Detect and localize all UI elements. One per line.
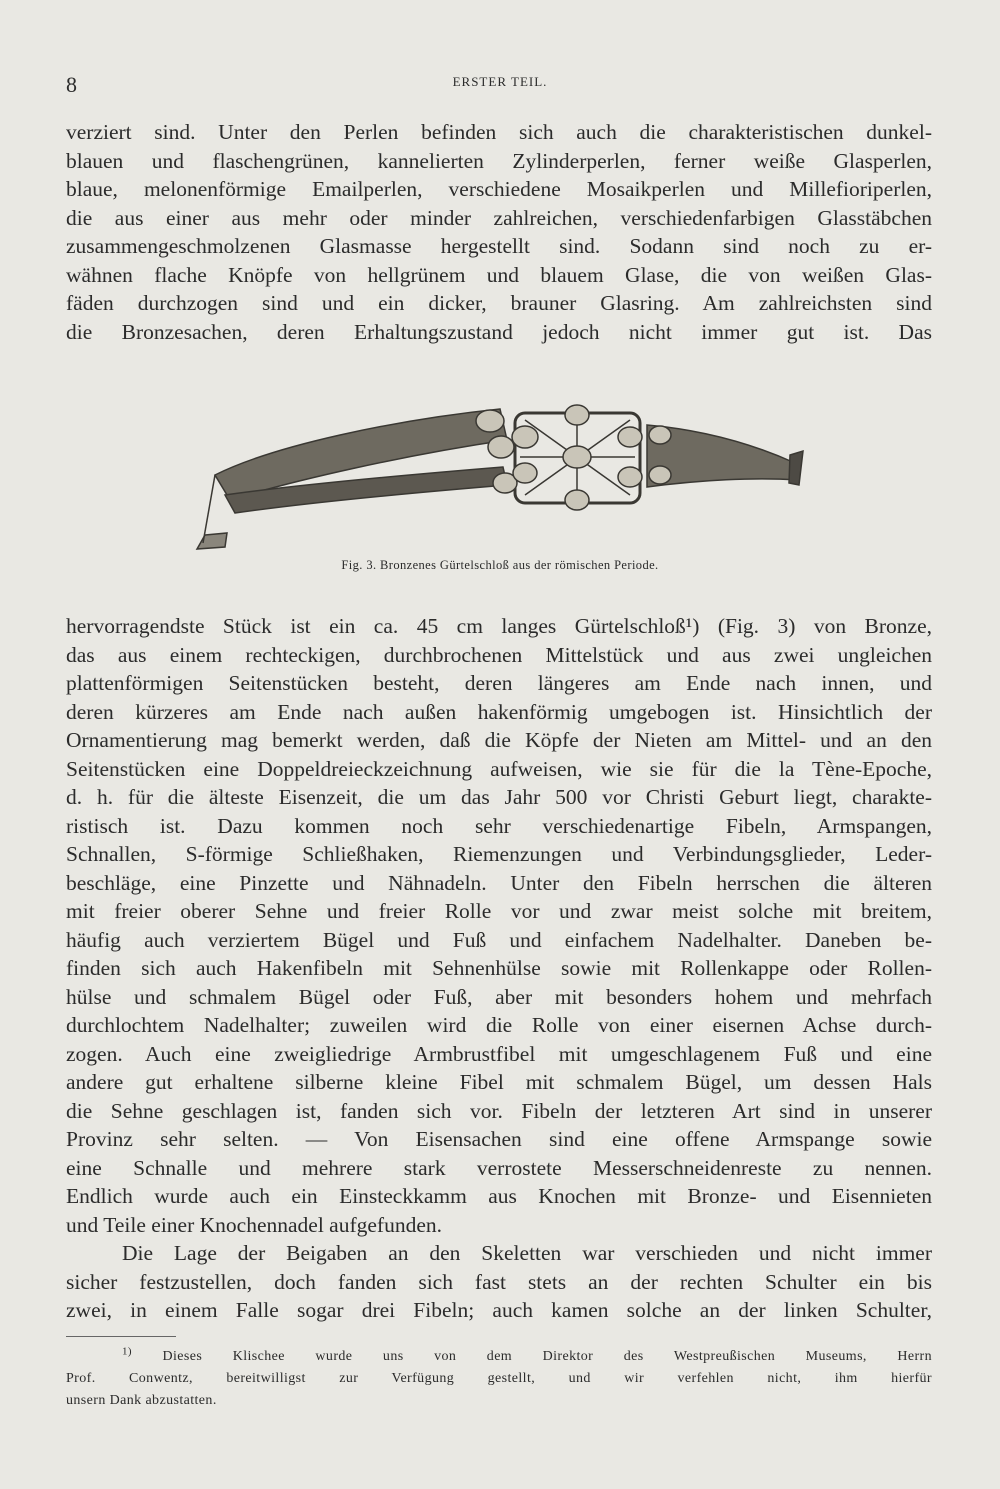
footnotes [66,1346,932,1412]
text-block-main [66,612,932,1325]
text-line: zusammengeschmolzenen Glasmasse hergestellt sind. Sodann sind noch zu er- [66,234,932,258]
text-line: finden sich auch Hakenfibeln mit Sehnenhülse sowie mit Rollenkappe oder Rollen- [66,956,932,980]
text-line: das aus einem rechteckigen, durchbrochenen Mittelstück und aus zwei ungleichen [66,642,932,667]
text-line: hervorragendste Stück ist ein ca. 45 cm langes Gürtelschloß¹) (Fig. 3) von Bronze, [66,614,932,638]
text-line: verziert sind. Unter den Perlen befinden sich auch die charakteristischen dunkel- [66,120,932,144]
footnote-marker: 1) [122,1345,132,1358]
text-line: hülse und schmalem Bügel oder Fuß, aber mit besonders hohem und mehrfach [66,984,932,1009]
text-line: fäden durchzogen sind und ein dicker, brauner Glasring. Am zahlreichsten sind [66,291,932,315]
text-line: d. h. für die älteste Eisenzeit, die um das Jahr 500 vor Christi Geburt liegt, charakte- [66,785,932,809]
footnote-line [66,1346,932,1368]
text-line: mit freier oberer Sehne und freier Rolle vor und zwar meist solche mit breitem, [66,899,932,923]
page-number: 8 [66,72,77,97]
text-line: Ornamentierung mag bemerkt werden, daß die Köpfe der Nieten am Mittel- und an den [66,728,932,752]
text-line: beschläge, eine Pinzette und Nähnadeln. Unter den Fibeln herrschen die älteren [66,870,932,895]
text-line: eine Schnalle und mehrere stark verrostete Messerschneidenreste zu nennen. [66,1155,932,1180]
figure-caption: Fig. 3. Bronzenes Gürtelschloß aus der römischen Periode. [341,558,659,572]
text-line: wähnen flache Knöpfe von hellgrünem und blauem Glase, die von weißen Glas- [66,262,932,287]
text-line: Endlich wurde auch ein Einsteckkamm aus Knochen mit Bronze- und Eisennieten [66,1184,932,1208]
text-line: die Bronzesachen, deren Erhaltungszustand jedoch nicht immer gut ist. Das [66,319,932,344]
belt-buckle-illustration [185,385,825,560]
text-line: deren kürzeres am Ende nach außen hakenförmig umgebogen ist. Hinsichtlich der [66,699,932,724]
text-line: Seitenstücken eine Doppeldreieckzeichnung aufweisen, wie sie für die la Tène-Epoche, [66,756,932,781]
text-line: blaue, melonenförmige Emailperlen, verschiedene Mosaikperlen und Millefioriperlen, [66,177,932,201]
text-block-top [66,118,932,346]
text-line: Schnallen, S-förmige Schließhaken, Riemenzungen und Verbindungsglieder, Leder- [66,842,932,866]
text-line: durchlochtem Nadelhalter; zuweilen wird die Rolle von einer eisernen Achse durch- [66,1013,932,1037]
text-line: die Sehne geschlagen ist, fanden sich vor. Fibeln der letzteren Art sind in unserer [66,1098,932,1123]
text-line: Die Lage der Beigaben an den Skeletten war verschieden und nicht immer [122,1241,932,1265]
text-line: die aus einer aus mehr oder minder zahlreichen, verschiedenfarbigen Glasstäbchen [66,205,932,230]
footnote-line: unsern Dank abzustatten. [66,1393,217,1408]
text-line: zwei, in einem Falle sogar drei Fibeln; auch kamen solche an der linken Schulter, [66,1298,932,1322]
text-line: sicher festzustellen, doch fanden sich fast stets an der rechten Schulter ein bis [66,1269,932,1294]
text-line: häufig auch verziertem Bügel und Fuß und einfachem Nadelhalter. Daneben be- [66,927,932,952]
figure-belt-buckle-image [185,385,825,560]
text-line: und Teile einer Knochennadel aufgefunden. [66,1212,442,1237]
footnote-line: Prof. Conwentz, bereitwilligst zur Verfügung gestellt, und wir verfehlen nicht, ihm hierfür [66,1371,932,1386]
text-line: Provinz sehr selten. — Von Eisensachen sind eine offene Armspange sowie [66,1127,932,1151]
text-line: plattenförmigen Seitenstücken besteht, deren längeres am Ende nach innen, und [66,671,932,695]
text-line: zogen. Auch eine zweigliedrige Armbrustfibel mit umgeschlagenem Fuß und eine [66,1041,932,1066]
text-line: ristisch ist. Dazu kommen noch sehr verschiedenartige Fibeln, Armspangen, [66,813,932,838]
footnote-text: Dieses Klischee wurde uns von dem Direktor des Westpreußischen Museums, Herrn [162,1349,932,1364]
text-line: andere gut erhaltene silberne kleine Fibel mit schmalem Bügel, um dessen Hals [66,1070,932,1094]
text-line: blauen und flaschengrünen, kannelierten Zylinderperlen, ferner weiße Glasperlen, [66,148,932,173]
footnote-divider [66,1336,176,1337]
running-title: ERSTER TEIL. [452,74,548,89]
